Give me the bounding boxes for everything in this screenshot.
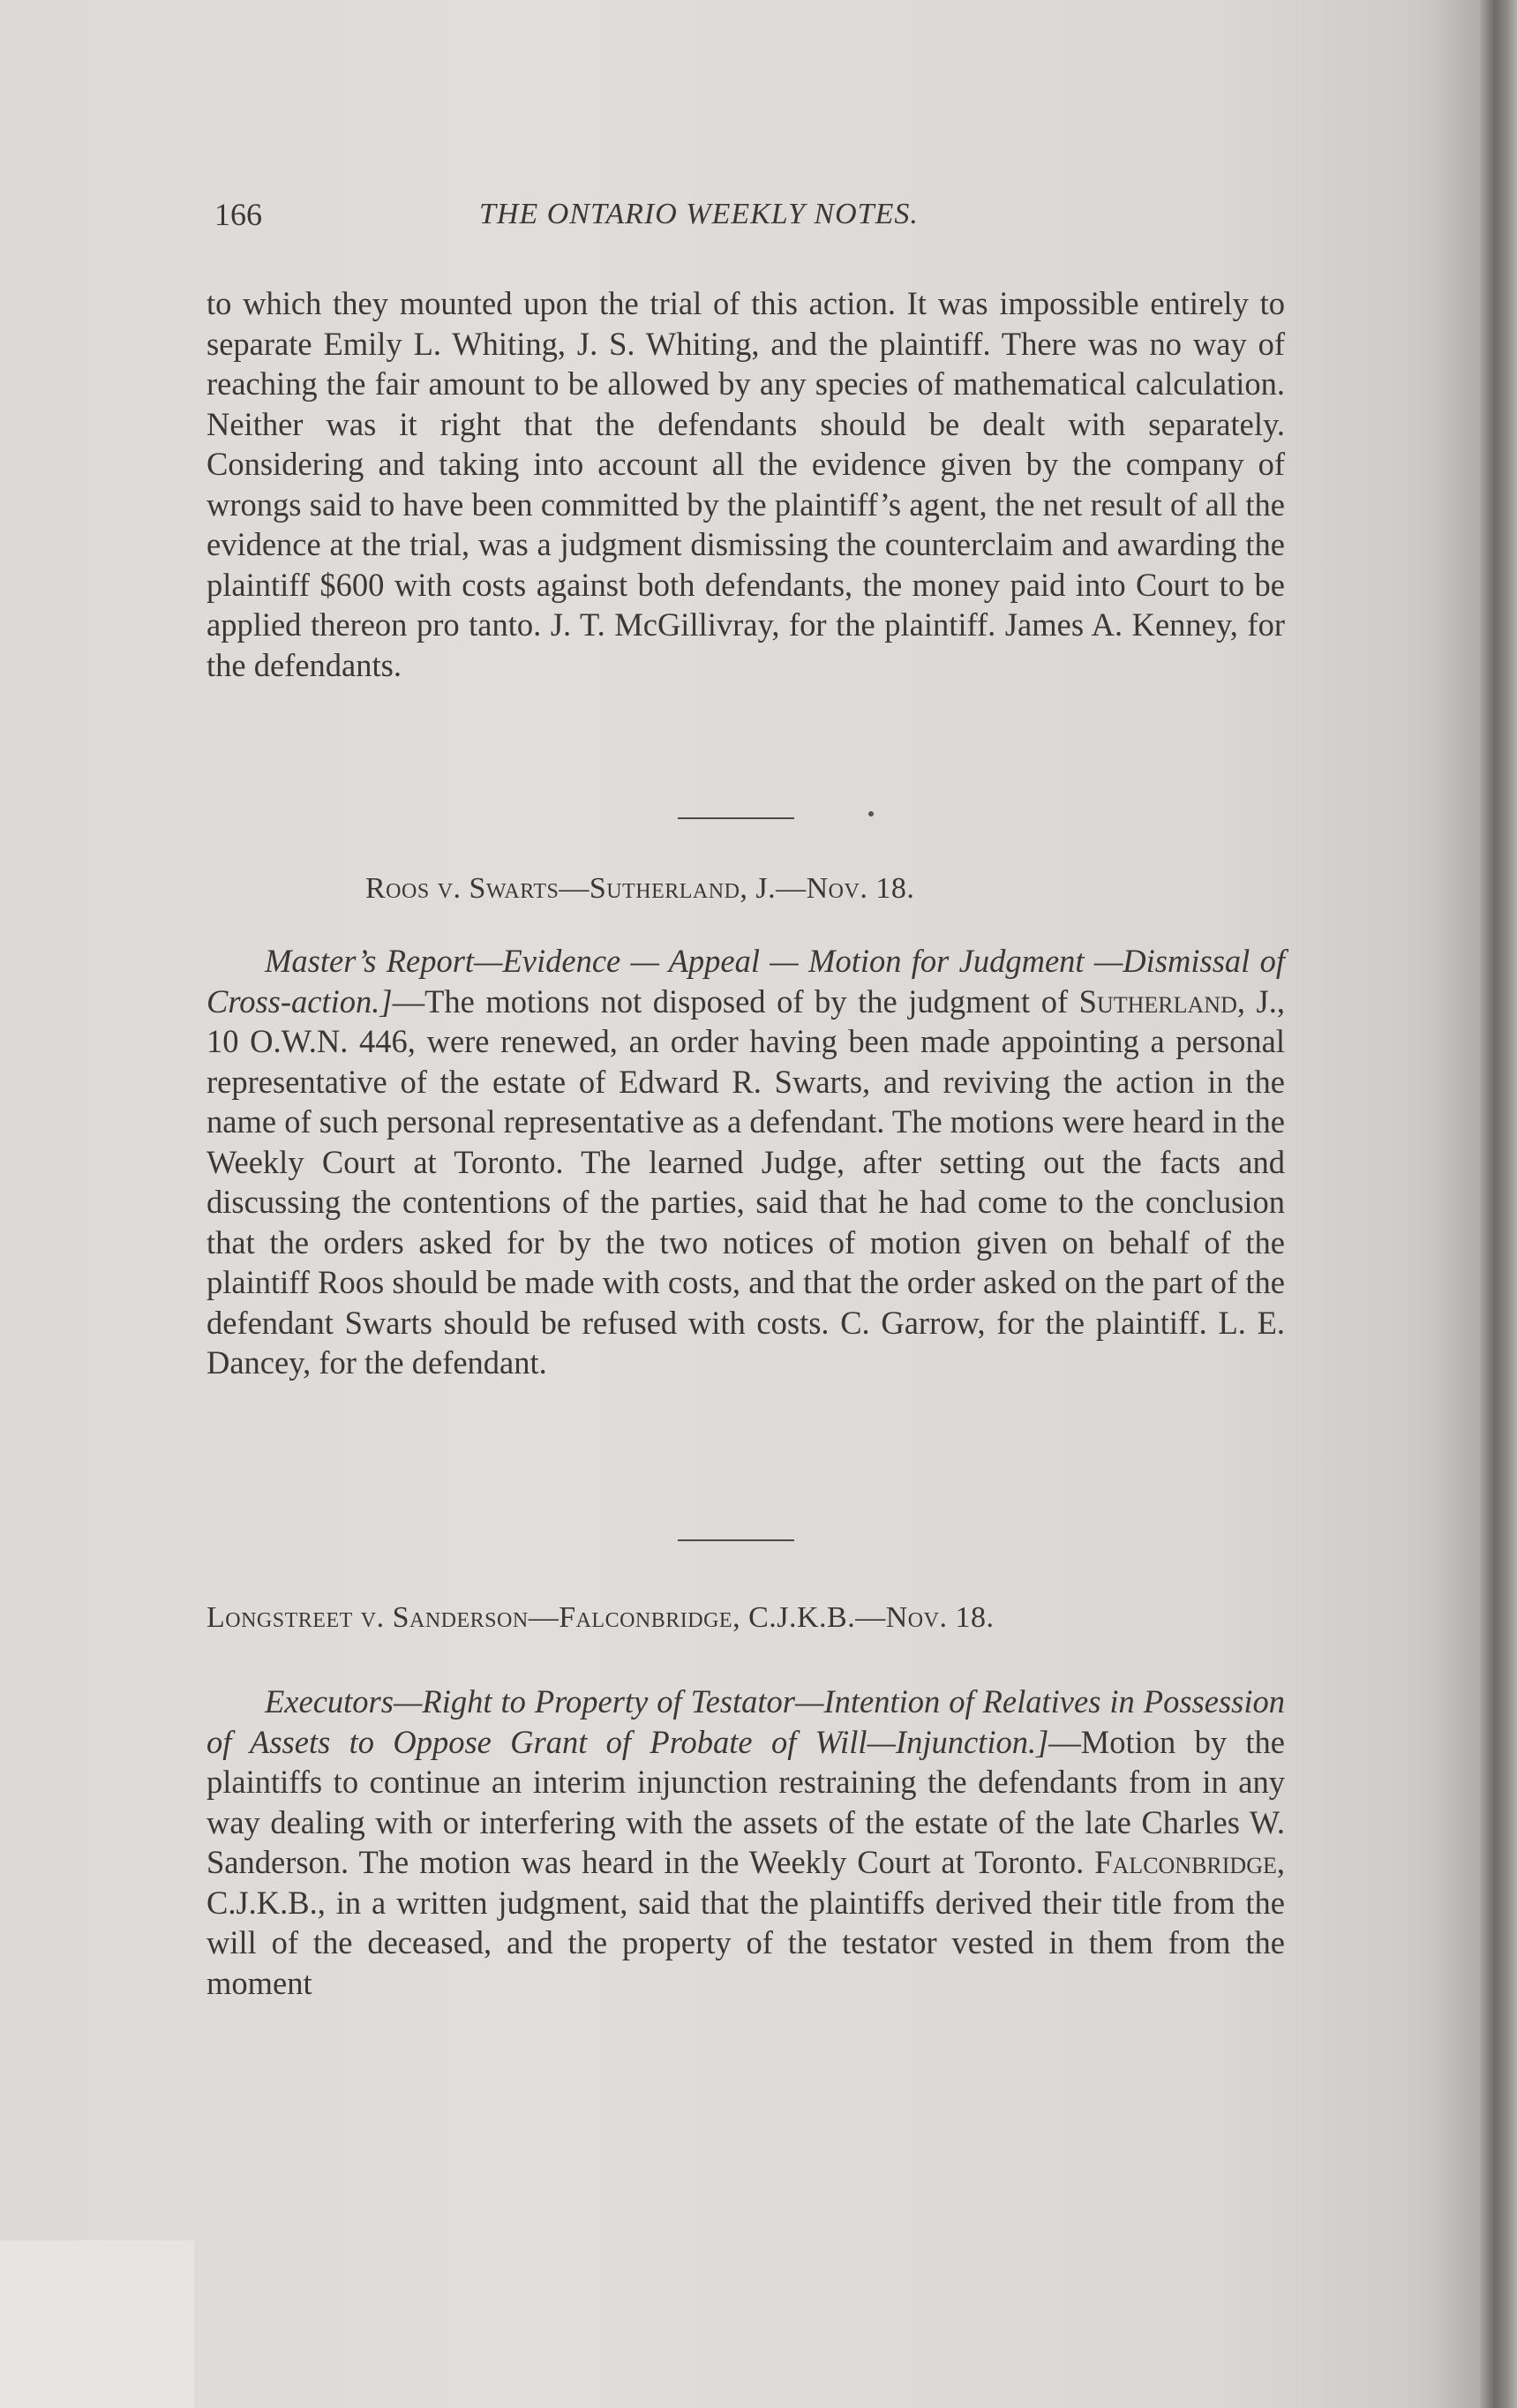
binding-shadow xyxy=(1427,0,1480,2408)
section-divider xyxy=(678,1539,794,1541)
page-number: 166 xyxy=(214,197,262,232)
body-text: , J., 10 O.W.N. 446, were renewed, an order having been made appointing a personal representative of the estate of Edward R. Swarts, and reviving the action in the name of such personal representative as a defendant. The motions were heard in the Weekly Court at Toronto. The learned Judge, after setting out the facts and discussing the contentions of the parties, said that he had come to the conclusion that the orders asked for by the two notices of motion given on behalf of the plaintiff Roos should be made with costs, and that the order asked on the part of the defendant Swarts should be refused with costs. C. Garrow, for the plaintiff. L. E. Dancey, for the defendant. xyxy=(207,982,1285,1381)
body-text: —Motion by the plaintiffs to continue an interim injunction restraining the defendants from in any way dealing with or interfering with the assets of the estate of the late Charles W. Sanderson. The motion was heard in the Weekly Court at Toronto. xyxy=(207,1723,1286,1880)
section-divider xyxy=(678,817,794,819)
case-title-roos-v-swarts xyxy=(365,872,914,906)
book-binding-edge xyxy=(1480,0,1517,2408)
case-title-longstreet-v-sanderson xyxy=(207,1601,994,1635)
case-judge-date: —Sutherland, J.—Nov. 18. xyxy=(559,872,915,905)
case-longstreet-v-sanderson-body xyxy=(207,1682,1285,2003)
continuation-text: to which they mounted upon the trial of this action. It was impossible entirely to separate Emily L. Whiting, J. S. Whiting, and the plaintiff. There was no way of reaching the fair amount to be allowed by any species of mathematical calculation. Neither was it right that the defendants should be dealt with separately. Considering and taking into account all the evidence given by the company of wrongs said to have been committed by the plaintiff’s agent, the net result of all the evidence at the trial, was a judgment dismissing the counterclaim and awarding the plaintiff $600 with costs against both defendants, the money paid into Court to be applied thereon pro tanto. J. T. McGillivray, for the plaintiff. James A. Kenney, for the defendants. xyxy=(207,285,1285,683)
running-head xyxy=(214,196,1009,240)
scan-corner-patch xyxy=(0,2240,194,2408)
continuation-paragraph xyxy=(207,283,1285,685)
body-text: —The motions not disposed of by the judgment of xyxy=(392,982,1079,1020)
judge-name: Sutherland xyxy=(1078,982,1237,1020)
judge-name: Falconbridge xyxy=(1094,1844,1277,1880)
journal-title: THE ONTARIO WEEKLY NOTES. xyxy=(479,198,919,230)
case-judge: —Falconbridge xyxy=(528,1601,733,1634)
body-text: , C.J.K.B., in a written judgment, said that the plaintiffs derived their title from the will of the deceased, and the property of the testator vested in them from the moment xyxy=(207,1844,1285,2001)
case-judge-date: , C.J.K.B.—Nov. 18. xyxy=(732,1601,995,1634)
case-parties: Longstreet v. Sanderson xyxy=(207,1601,529,1634)
case-paragraph xyxy=(207,1682,1285,2003)
headnote: Executors—Right to Property of Testator—Intention of Relatives in Possession of Assets to Oppose Grant of Probate of Will—Injunction.] xyxy=(207,1683,1285,1760)
headnote: Master’s Report—Evidence — Appeal — Motion for Judgment —Dismissal of Cross-action.] xyxy=(207,943,1285,1020)
case-parties: Roos v. Swarts xyxy=(365,872,559,905)
ink-speck xyxy=(868,811,874,816)
case-roos-v-swarts-body xyxy=(207,941,1285,1383)
case-paragraph xyxy=(207,941,1285,1383)
